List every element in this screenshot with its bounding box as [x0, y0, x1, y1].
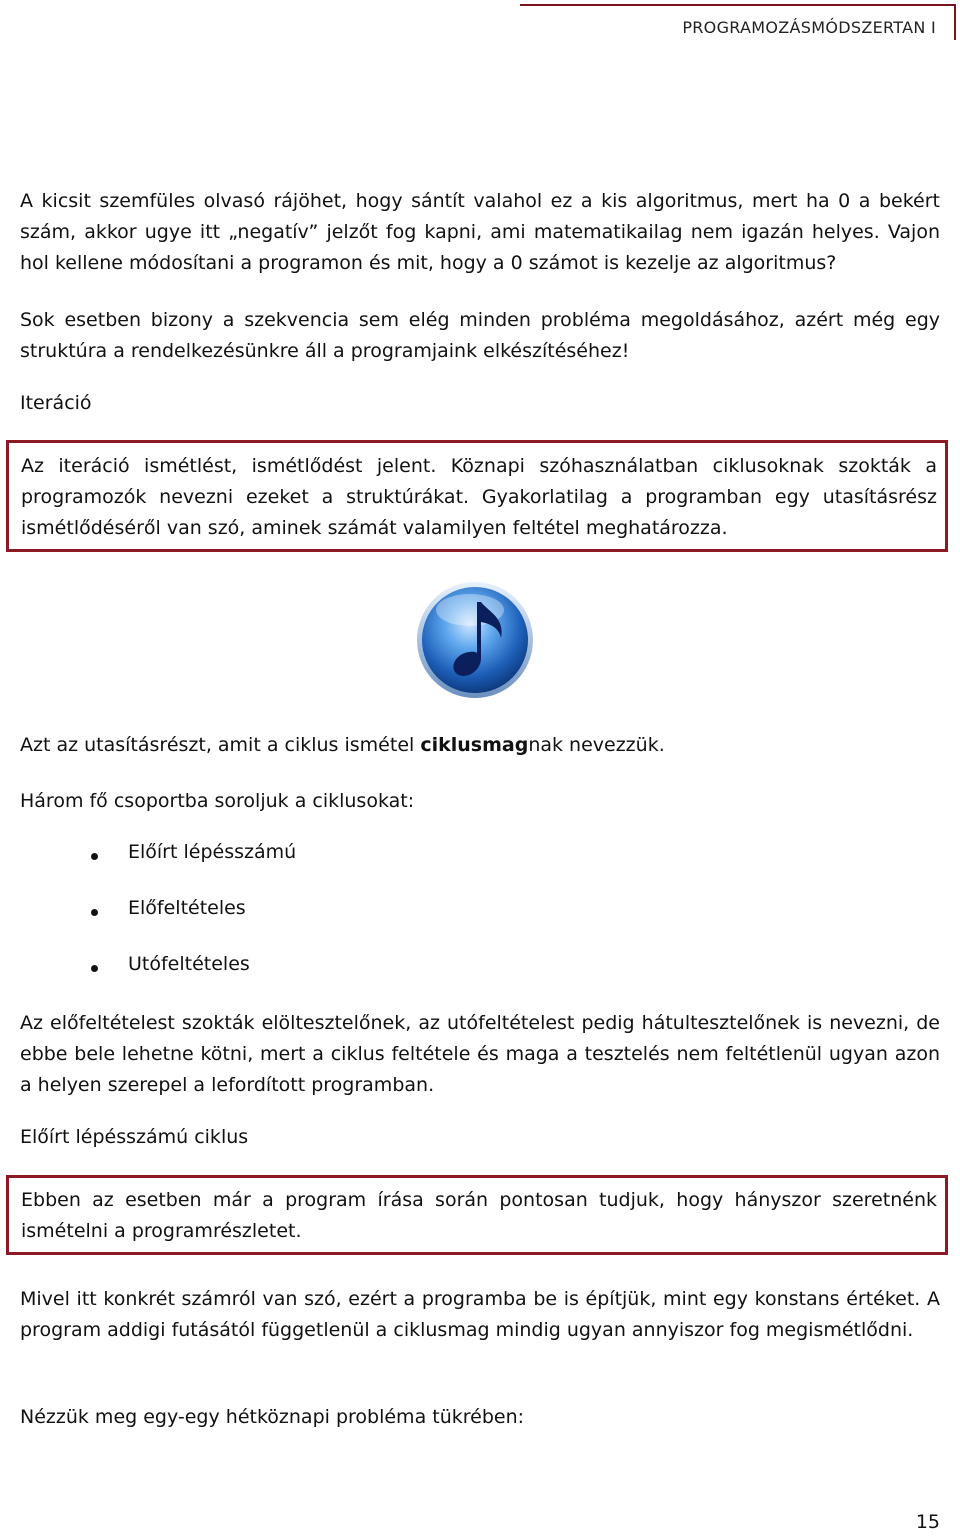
paragraph-three-groups	[20, 786, 940, 817]
definition-box-iteration	[6, 440, 948, 552]
text-segment: Azt az utasításrészt, amit a ciklus ismétel	[20, 734, 421, 756]
paragraph-text: Az előfeltételest szokták elöltesztelőnek, az utófeltételest pedig hátultesztelőnek is nevezni, de ebbe bele lehetne kötni, mert a ciklus feltétele és maga a tesztelés nem feltétlenül ugyan azon a helyen szerepel a lefordított programban.	[20, 1012, 940, 1096]
list-item-label: Előírt lépésszámú	[128, 841, 297, 863]
header-rule-vertical	[954, 4, 956, 40]
bullet-icon	[91, 965, 98, 972]
header-rule	[520, 4, 956, 6]
paragraph-text: Nézzük meg egy-egy hétköznapi probléma tükrében:	[20, 1406, 525, 1428]
heading-fixed-count-loop: Előírt lépésszámú ciklus	[20, 1126, 249, 1148]
paragraph-algorithm-note	[20, 186, 940, 279]
paragraph-text: Sok esetben bizony a szekvencia sem elég minden probléma megoldásához, azért még egy struktúra a rendelkezésünkre áll a programjaink elkészítéséhez!	[20, 309, 940, 362]
page-number: 15	[915, 1511, 940, 1533]
page-header	[0, 0, 960, 40]
text-segment: nak nevezzük.	[528, 734, 665, 756]
list-item-label: Előfeltételes	[128, 897, 246, 919]
definition-box-fixed-count	[6, 1175, 948, 1255]
paragraph-test-naming	[20, 1008, 940, 1101]
definition-text: Ebben az esetben már a program írása során pontosan tudjuk, hogy hányszor szeretnénk ismételni a programrészletet.	[21, 1189, 937, 1242]
definition-text: Az iteráció ismétlést, ismétlődést jelent. Köznapi szóhasználatban ciklusoknak szokták a programozók nevezni ezeket a struktúrákat. Gyakorlatilag a programban egy utasításrész ismétlődéséről van szó, aminek számát valamilyen feltétel meghatározza.	[21, 455, 937, 539]
paragraph-constant	[20, 1284, 940, 1346]
paragraph-text: Három fő csoportba soroljuk a ciklusokat:	[20, 790, 415, 812]
paragraph-text: Mivel itt konkrét számról van szó, ezért a programba be is építjük, mint egy konstans értéket. A program addigi futásától függetlenül a ciklusmag mindig ugyan annyiszor fog megismétlődni.	[20, 1288, 940, 1341]
term-ciklusmag: ciklusmag	[420, 734, 529, 756]
bullet-icon	[91, 853, 98, 860]
bullet-icon	[91, 909, 98, 916]
header-title: PROGRAMOZÁSMÓDSZERTAN I	[682, 18, 936, 37]
paragraph-text	[20, 730, 940, 761]
heading-iteration: Iteráció	[20, 392, 92, 414]
paragraph-loop-core	[20, 730, 940, 761]
list-item-label: Utófeltételes	[128, 953, 250, 975]
paragraph-text: A kicsit szemfüles olvasó rájöhet, hogy sántít valahol ez a kis algoritmus, mert ha 0 a bekért szám, akkor ugye itt „negatív” jelzőt fog kapni, ami matematikailag nem igazán helyes. Vajon hol kellene módosítani a programon és mit, hogy a 0 számot is kezelje az algoritmus?	[20, 190, 940, 274]
paragraph-example-intro	[20, 1402, 940, 1433]
music-note-icon	[415, 580, 535, 700]
paragraph-sequence	[20, 305, 940, 367]
